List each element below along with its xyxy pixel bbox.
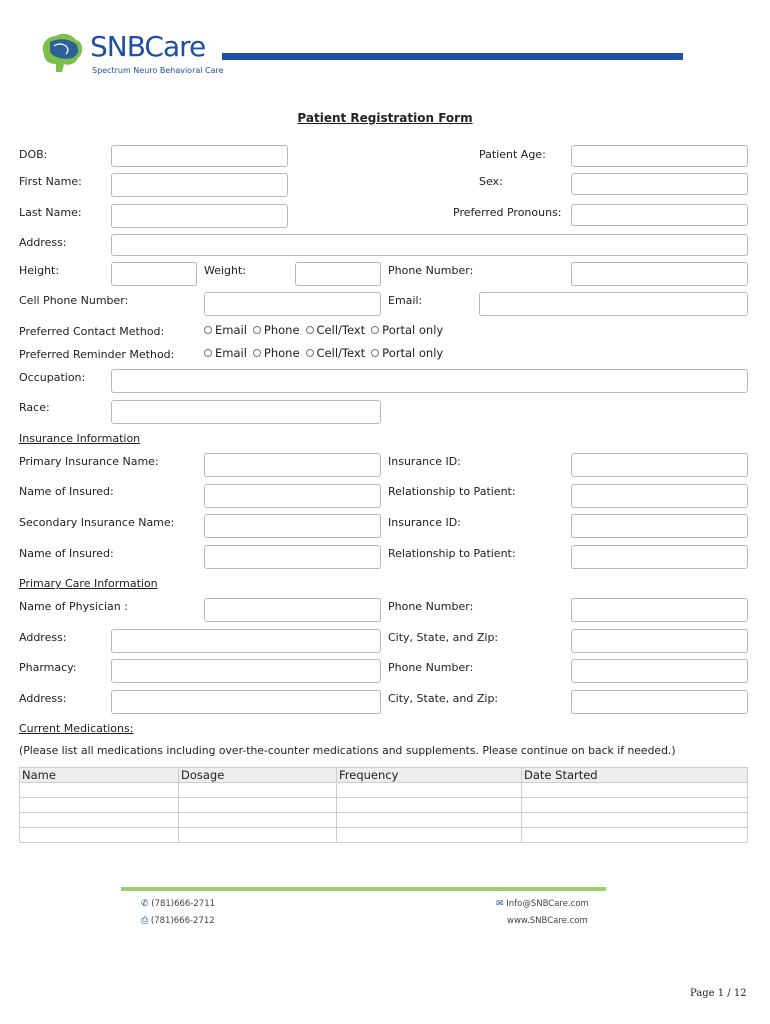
logo-name: SNBCare [90, 30, 206, 63]
physician-field[interactable] [204, 598, 381, 622]
reminder-email-radio[interactable]: Email [204, 346, 247, 360]
medications-table [19, 767, 748, 843]
radio-circle-icon [306, 326, 314, 334]
table-cell[interactable] [20, 783, 179, 798]
address-label: Address: [19, 236, 67, 249]
radio-circle-icon [371, 326, 379, 334]
contact-portal-radio[interactable]: Portal only [371, 323, 443, 337]
height-field[interactable] [111, 262, 197, 286]
insurance-id-1-field[interactable] [571, 453, 748, 477]
pharmacy-city-field[interactable] [571, 690, 748, 714]
phone-icon: ✆ [141, 899, 149, 909]
reminder-method-label: Preferred Reminder Method: [19, 348, 175, 361]
reminder-cell-radio[interactable]: Cell/Text [306, 346, 366, 360]
contact-cell-radio[interactable]: Cell/Text [306, 323, 366, 337]
table-cell[interactable] [20, 828, 179, 843]
pharmacy-field[interactable] [111, 659, 381, 683]
relationship-1-field[interactable] [571, 484, 748, 508]
table-cell[interactable] [179, 798, 337, 813]
primary-insurance-label: Primary Insurance Name: [19, 455, 159, 468]
contact-method-group [204, 323, 449, 337]
dob-field[interactable] [111, 145, 288, 167]
reminder-method-group [204, 346, 449, 360]
name-insured-1-field[interactable] [204, 484, 381, 508]
radio-circle-icon [253, 326, 261, 334]
secondary-insurance-field[interactable] [204, 514, 381, 538]
column-header-frequency: Frequency [337, 768, 522, 783]
insurance-id-2-label: Insurance ID: [388, 516, 461, 529]
footer-email: ✉ Info@SNBCare.com [496, 899, 589, 909]
medications-heading: Current Medications: [19, 722, 134, 735]
weight-field[interactable] [295, 262, 381, 286]
pharmacy-phone-field[interactable] [571, 659, 748, 683]
relationship-2-field[interactable] [571, 545, 748, 569]
radio-circle-icon [371, 349, 379, 357]
primary-care-heading: Primary Care Information [19, 577, 158, 590]
phone-label: Phone Number: [388, 264, 474, 277]
pharmacy-label: Pharmacy: [19, 661, 77, 674]
table-cell[interactable] [179, 783, 337, 798]
email-icon: ✉ [496, 899, 504, 909]
pronouns-field[interactable] [571, 204, 748, 226]
table-cell[interactable] [522, 813, 748, 828]
name-insured-1-label: Name of Insured: [19, 485, 114, 498]
email-label: Email: [388, 294, 423, 307]
last-name-field[interactable] [111, 204, 288, 228]
primary-insurance-field[interactable] [204, 453, 381, 477]
radio-circle-icon [204, 349, 212, 357]
first-name-field[interactable] [111, 173, 288, 197]
footer-divider [121, 887, 606, 891]
physician-phone-field[interactable] [571, 598, 748, 622]
table-cell[interactable] [337, 828, 522, 843]
insurance-id-2-field[interactable] [571, 514, 748, 538]
reminder-portal-radio[interactable]: Portal only [371, 346, 443, 360]
footer-phone: ✆ (781)666-2711 [141, 899, 216, 909]
physician-city-field[interactable] [571, 629, 748, 653]
table-cell[interactable] [337, 798, 522, 813]
pharmacy-address-label: Address: [19, 692, 67, 705]
secondary-insurance-label: Secondary Insurance Name: [19, 516, 175, 529]
table-cell[interactable] [337, 783, 522, 798]
medications-instructions: (Please list all medications including over-the-counter medications and supplements. Please continue on back if needed.) [19, 744, 676, 757]
name-insured-2-label: Name of Insured: [19, 547, 114, 560]
table-row [20, 783, 748, 798]
brain-icon [38, 32, 86, 74]
radio-circle-icon [306, 349, 314, 357]
sex-field[interactable] [571, 173, 748, 195]
contact-email-radio[interactable]: Email [204, 323, 247, 337]
first-name-label: First Name: [19, 175, 82, 188]
cell-label: Cell Phone Number: [19, 294, 129, 307]
dob-label: DOB: [19, 148, 48, 161]
table-cell[interactable] [179, 813, 337, 828]
physician-address-label: Address: [19, 631, 67, 644]
pharmacy-address-field[interactable] [111, 690, 381, 714]
pharmacy-phone-label: Phone Number: [388, 661, 474, 674]
logo [38, 30, 238, 80]
table-row [20, 798, 748, 813]
table-cell[interactable] [20, 813, 179, 828]
reminder-phone-radio[interactable]: Phone [253, 346, 300, 360]
contact-method-label: Preferred Contact Method: [19, 325, 165, 338]
height-label: Height: [19, 264, 60, 277]
patient-age-field[interactable] [571, 145, 748, 167]
table-row [20, 828, 748, 843]
occupation-label: Occupation: [19, 371, 86, 384]
insurance-heading: Insurance Information [19, 432, 141, 445]
table-cell[interactable] [337, 813, 522, 828]
weight-label: Weight: [204, 264, 247, 277]
page-number: Page 1 / 12 [690, 988, 747, 999]
patient-age-label: Patient Age: [479, 148, 546, 161]
header-bar [222, 53, 683, 60]
race-label: Race: [19, 401, 50, 414]
radio-circle-icon [253, 349, 261, 357]
pronouns-label: Preferred Pronouns: [453, 206, 562, 219]
table-cell[interactable] [522, 783, 748, 798]
relationship-2-label: Relationship to Patient: [388, 547, 516, 560]
last-name-label: Last Name: [19, 206, 82, 219]
table-cell[interactable] [522, 798, 748, 813]
radio-circle-icon [204, 326, 212, 334]
address-field[interactable] [111, 234, 748, 256]
table-cell[interactable] [179, 828, 337, 843]
contact-phone-radio[interactable]: Phone [253, 323, 300, 337]
table-header-row [20, 768, 748, 783]
fax-icon: ⎙ [141, 916, 149, 926]
table-cell[interactable] [522, 828, 748, 843]
form-title: Patient Registration Form [297, 111, 473, 125]
table-row [20, 813, 748, 828]
table-cell[interactable] [20, 798, 179, 813]
name-insured-2-field[interactable] [204, 545, 381, 569]
sex-label: Sex: [479, 175, 503, 188]
column-header-name: Name [20, 768, 179, 783]
footer-website: www.SNBCare.com [507, 916, 588, 926]
relationship-1-label: Relationship to Patient: [388, 485, 516, 498]
pharmacy-city-label: City, State, and Zip: [388, 692, 499, 705]
physician-phone-label: Phone Number: [388, 600, 474, 613]
column-header-date-started: Date Started [522, 768, 748, 783]
cell-field[interactable] [204, 292, 381, 316]
phone-field[interactable] [571, 262, 748, 286]
column-header-dosage: Dosage [179, 768, 337, 783]
email-field[interactable] [479, 292, 748, 316]
logo-tagline: Spectrum Neuro Behavioral Care [92, 66, 224, 75]
race-field[interactable] [111, 400, 381, 424]
insurance-id-1-label: Insurance ID: [388, 455, 461, 468]
physician-label: Name of Physician : [19, 600, 128, 613]
physician-address-field[interactable] [111, 629, 381, 653]
physician-city-label: City, State, and Zip: [388, 631, 499, 644]
occupation-field[interactable] [111, 369, 748, 393]
footer-fax: ⎙ (781)666-2712 [141, 916, 215, 926]
